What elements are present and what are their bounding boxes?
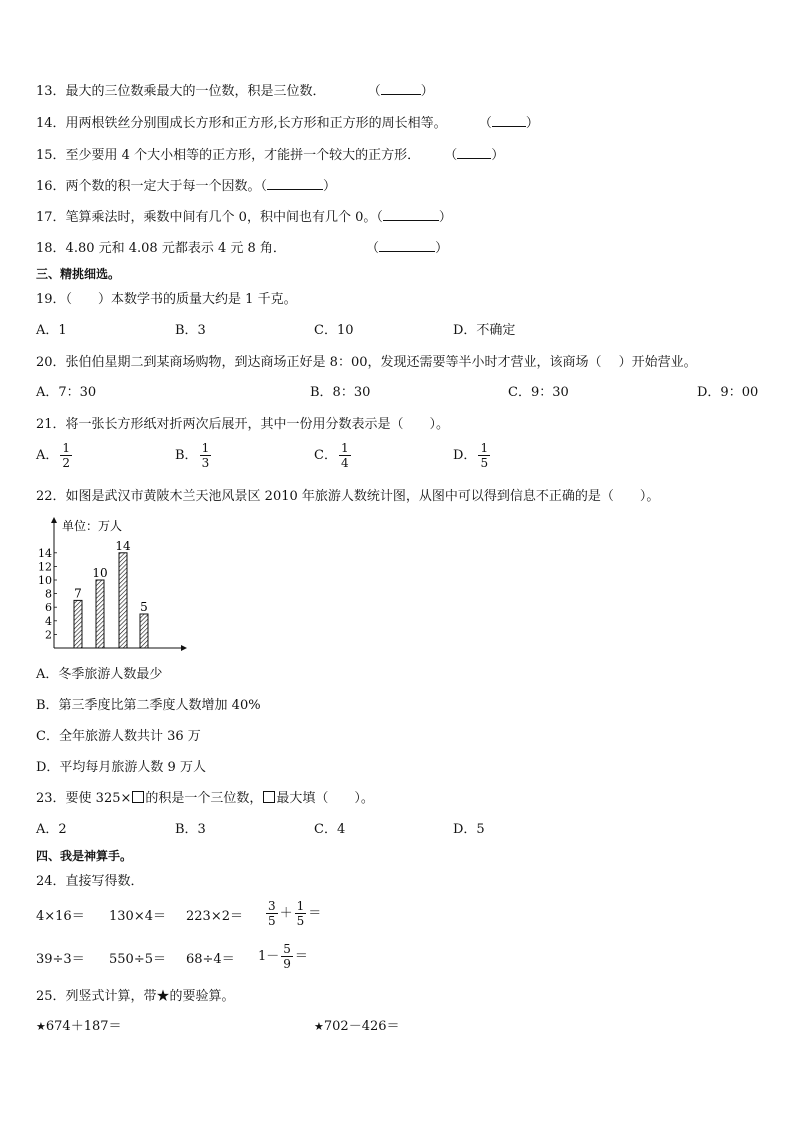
y-tick-label: 10	[38, 574, 52, 587]
calc-item: 68÷4＝	[186, 952, 235, 967]
vertical-calc-item-2: ★ 702－426＝	[314, 1018, 400, 1036]
y-tick-label: 14	[38, 546, 52, 560]
bar-value-label: 7	[74, 586, 82, 601]
q23-option-a[interactable]: A．2	[36, 822, 67, 837]
blank-box	[132, 791, 144, 803]
vertical-calc-item-1: ★ 674＋187＝	[36, 1018, 122, 1036]
question-17-text: 17．笔算乘法时，乘数中间有几个 0，积中间也有几个 0。（	[36, 210, 383, 225]
q21-option-b[interactable]: B． $\frac{1}{3}$	[175, 441, 210, 470]
y-tick-label: 8	[45, 587, 52, 601]
answer-blank-13[interactable]	[381, 82, 421, 95]
y-tick-label: 6	[45, 601, 52, 615]
section-4-heading: 四、我是神算手。	[36, 849, 133, 863]
question-22-text: 22．如图是武汉市黄陂木兰天池风景区 2010 年旅游人数统计图，从图中可以得到信息不正确的是（ ）。	[36, 489, 660, 504]
calc-item: 223×2＝	[186, 909, 243, 924]
answer-blank-16[interactable]	[267, 177, 323, 190]
answer-blank-14[interactable]	[492, 114, 526, 127]
question-14-text: 14．用两根铁丝分别围成长方形和正方形,长方形和正方形的周长相等。	[36, 116, 447, 131]
y-tick-label: 12	[38, 560, 52, 574]
fraction: $\frac{1}{5}$	[480, 441, 489, 470]
y-tick-label: 4	[45, 614, 52, 628]
calc-item: 130×4＝	[109, 909, 166, 924]
q23-option-c[interactable]: C．4	[314, 822, 346, 837]
q21-option-c[interactable]: C． $\frac{1}{4}$	[314, 441, 349, 470]
blank-box	[263, 791, 275, 803]
y-tick-label: 2	[45, 628, 52, 642]
calc-item: 4×16＝	[36, 909, 85, 924]
question-17: 17．笔算乘法时，乘数中间有几个 0，积中间也有几个 0。（ ）	[36, 210, 452, 225]
star-icon	[36, 1019, 46, 1034]
section-3-heading: 三、精挑细选。	[36, 267, 121, 281]
calc-item-fraction-diff: 1－ $\frac{5}{9}$ ＝	[258, 942, 308, 971]
fraction: $\frac{1}{4}$	[340, 441, 349, 470]
question-13: 13．最大的三位数乘最大的一位数，积是三位数． （ ）	[36, 84, 434, 99]
fraction: $\frac{1}{3}$	[201, 441, 210, 470]
bar	[96, 580, 104, 648]
q23-option-b[interactable]: B．3	[175, 822, 206, 837]
question-16: 16．两个数的积一定大于每一个因数。（ ）	[36, 179, 337, 194]
question-20-text: 20．张伯伯星期二到某商场购物，到达商场正好是 8：00，发现还需要等半小时才营业，该商场（ ）开始营业。	[36, 355, 697, 370]
bar-value-label: 14	[115, 538, 131, 553]
calc-item-fraction-sum: $\frac{3}{5}$ ＋ $\frac{1}{5}$ ＝	[268, 899, 322, 928]
q23-option-d[interactable]: D．5	[453, 822, 485, 837]
answer-blank-18[interactable]	[379, 239, 435, 252]
calc-item: 550÷5＝	[109, 952, 166, 967]
question-23: 23．要使 325× 的积是一个三位数， 最大填（ ）。	[36, 791, 374, 806]
y-axis-label: 单位：万人	[62, 519, 123, 533]
tourist-bar-chart	[36, 514, 196, 654]
question-18: 18．4.80 元和 4.08 元都表示 4 元 8 角． （ ）	[36, 241, 449, 256]
q20-option-a[interactable]: A．7：30	[36, 385, 97, 400]
q22-option-c[interactable]: C．全年旅游人数共计 36 万	[36, 729, 201, 744]
question-15-text: 15．至少要用 4 个大小相等的正方形，才能拼一个较大的正方形．	[36, 148, 421, 163]
bar	[119, 553, 127, 648]
q22-option-a[interactable]: A．冬季旅游人数最少	[36, 667, 163, 682]
calc-item: 39÷3＝	[36, 952, 85, 967]
q21-option-a[interactable]: A． $\frac{1}{2}$	[36, 441, 71, 470]
answer-blank-15[interactable]	[457, 146, 491, 159]
answer-blank-17[interactable]	[383, 208, 439, 221]
question-16-text: 16．两个数的积一定大于每一个因数。（	[36, 179, 268, 194]
q22-option-b[interactable]: B．第三季度比第二季度人数增加 40%	[36, 698, 261, 713]
question-25-text: 25．列竖式计算，带★的要验算。	[36, 989, 235, 1004]
bar-value-label: 5	[140, 600, 148, 614]
q19-option-d[interactable]: D．不确定	[453, 323, 516, 338]
question-15: 15．至少要用 4 个大小相等的正方形，才能拼一个较大的正方形． （ ）	[36, 148, 505, 163]
question-19-text: 19．（ ）本数学书的质量大约是 1 千克。	[36, 292, 297, 307]
question-21-text: 21．将一张长方形纸对折两次后展开，其中一份用分数表示是（ ）。	[36, 417, 450, 432]
q20-option-c[interactable]: C．9：30	[508, 385, 569, 400]
q19-option-a[interactable]: A．1	[36, 323, 67, 338]
fraction: $\frac{1}{2}$	[62, 441, 71, 470]
bar	[140, 614, 148, 648]
question-24-text: 24．直接写得数．	[36, 874, 144, 889]
q19-option-c[interactable]: C．10	[314, 323, 354, 338]
q20-option-d[interactable]: D．9：00	[697, 385, 759, 400]
star-icon	[314, 1019, 324, 1034]
bar	[74, 600, 82, 648]
q19-option-b[interactable]: B．3	[175, 323, 206, 338]
q20-option-b[interactable]: B．8：30	[310, 385, 371, 400]
fraction: $\frac{5}{9}$	[283, 942, 291, 971]
question-18-text: 18．4.80 元和 4.08 元都表示 4 元 8 角．	[36, 241, 286, 256]
fraction: $\frac{3}{5}$	[268, 899, 276, 928]
bar-value-label: 10	[92, 566, 108, 580]
question-13-text: 13．最大的三位数乘最大的一位数，积是三位数．	[36, 84, 326, 99]
q22-option-d[interactable]: D．平均每月旅游人数 9 万人	[36, 760, 206, 775]
q21-option-d[interactable]: D． $\frac{1}{5}$	[453, 441, 489, 470]
fraction: $\frac{1}{5}$	[296, 899, 305, 928]
question-14: 14．用两根铁丝分别围成长方形和正方形,长方形和正方形的周长相等。 （ ）	[36, 116, 539, 131]
